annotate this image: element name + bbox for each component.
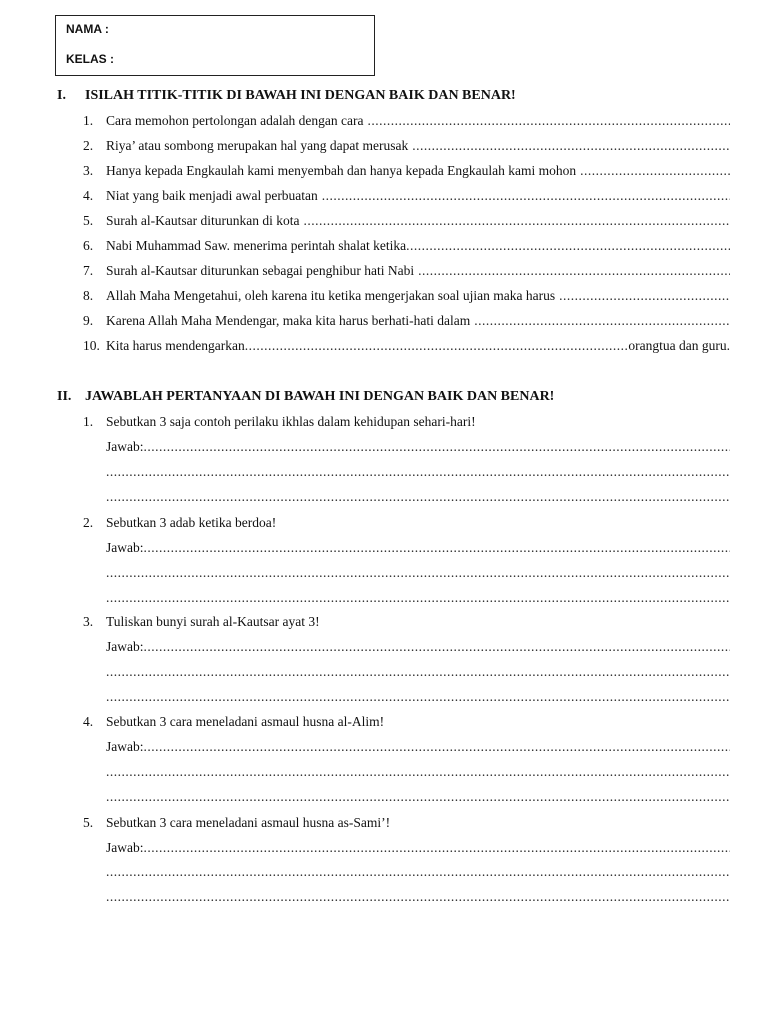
section-1-numeral: I. [57, 88, 66, 103]
answer-blank[interactable] [580, 163, 730, 179]
item-text: Surah al-Kautsar diturunkan sebagai penghibur hati Nabi [106, 263, 415, 278]
item-number: 9. [83, 313, 94, 328]
item-text: Tuliskan bunyi surah al-Kautsar ayat 3! [106, 614, 320, 629]
kelas-label: KELAS : [66, 52, 114, 66]
essay-question-4 [83, 714, 730, 732]
item-number: 6. [83, 238, 94, 253]
answer-line[interactable] [106, 664, 730, 682]
item-number: 10. [83, 338, 100, 353]
section-2-heading [57, 389, 554, 405]
answer-line[interactable] [106, 540, 730, 558]
answer-dots[interactable] [106, 565, 730, 581]
item-number: 4. [83, 714, 94, 729]
fill-item-10 [83, 338, 730, 356]
item-text: Niat yang baik menjadi awal perbuatan [106, 188, 318, 203]
item-text: Allah Maha Mengetahui, oleh karena itu ketika mengerjakan soal ujian maka harus [106, 288, 556, 303]
item-number: 4. [83, 188, 94, 203]
item-text: Cara memohon pertolongan adalah dengan cara [106, 113, 364, 128]
item-text: Sebutkan 3 adab ketika berdoa! [106, 515, 277, 530]
answer-label: Jawab: [106, 540, 144, 555]
fill-item-2 [83, 138, 730, 156]
student-identity-box [55, 15, 375, 76]
answer-blank[interactable] [303, 213, 730, 229]
nama-label: NAMA : [66, 22, 109, 36]
answer-dots[interactable] [144, 540, 731, 556]
answer-dots[interactable] [144, 739, 731, 755]
item-number: 3. [83, 163, 94, 178]
answer-line[interactable] [106, 489, 730, 507]
answer-blank[interactable] [245, 338, 629, 354]
item-text: Sebutkan 3 saja contoh perilaku ikhlas dalam kehidupan sehari-hari! [106, 414, 476, 429]
item-number: 2. [83, 138, 94, 153]
fill-item-5 [83, 213, 730, 231]
answer-dots[interactable] [106, 689, 730, 705]
section-2-numeral: II. [57, 389, 72, 404]
section-1-title: ISILAH TITIK-TITIK DI BAWAH INI DENGAN BAIK DAN BENAR! [85, 88, 516, 103]
answer-dots[interactable] [106, 590, 730, 606]
answer-label: Jawab: [106, 840, 144, 855]
essay-question-3 [83, 614, 730, 632]
item-text: Karena Allah Maha Mendengar, maka kita harus berhati-hati dalam [106, 313, 471, 328]
answer-dots[interactable] [106, 789, 730, 805]
answer-line[interactable] [106, 739, 730, 757]
item-number: 3. [83, 614, 94, 629]
answer-label: Jawab: [106, 639, 144, 654]
answer-dots[interactable] [144, 439, 731, 455]
item-text: Hanya kepada Engkaulah kami menyembah dan hanya kepada Engkaulah kami mohon [106, 163, 577, 178]
answer-line[interactable] [106, 689, 730, 707]
item-text: Nabi Muhammad Saw. menerima perintah shalat ketika [106, 238, 407, 253]
fill-item-1 [83, 113, 730, 131]
item-text: Surah al-Kautsar diturunkan di kota [106, 213, 300, 228]
answer-dots[interactable] [106, 664, 730, 680]
answer-dots[interactable] [144, 840, 731, 856]
answer-line[interactable] [106, 565, 730, 583]
fill-item-3 [83, 163, 730, 181]
essay-question-5 [83, 815, 730, 833]
answer-dots[interactable] [106, 764, 730, 780]
answer-label: Jawab: [106, 739, 144, 754]
answer-dots[interactable] [106, 489, 730, 505]
answer-blank[interactable] [412, 138, 730, 154]
answer-dots[interactable] [106, 864, 730, 880]
section-1-heading [57, 88, 516, 104]
item-number: 8. [83, 288, 94, 303]
fill-item-8 [83, 288, 730, 306]
item-number: 7. [83, 263, 94, 278]
answer-blank[interactable] [322, 188, 730, 204]
item-text-tail: orangtua dan guru. [628, 338, 730, 353]
answer-line[interactable] [106, 864, 730, 882]
answer-dots[interactable] [106, 889, 730, 905]
item-text: Sebutkan 3 cara meneladani asmaul husna as-Sami’! [106, 815, 391, 830]
section-2-title: JAWABLAH PERTANYAAN DI BAWAH INI DENGAN BAIK DAN BENAR! [85, 389, 555, 404]
item-number: 5. [83, 815, 94, 830]
essay-question-1 [83, 414, 730, 432]
answer-line[interactable] [106, 889, 730, 907]
answer-line[interactable] [106, 439, 730, 457]
answer-line[interactable] [106, 464, 730, 482]
item-number: 2. [83, 515, 94, 530]
answer-blank[interactable] [368, 113, 730, 129]
answer-line[interactable] [106, 789, 730, 807]
answer-dots[interactable] [106, 464, 730, 480]
answer-line[interactable] [106, 840, 730, 858]
answer-line[interactable] [106, 764, 730, 782]
essay-question-2 [83, 515, 730, 533]
item-number: 5. [83, 213, 94, 228]
answer-blank[interactable] [559, 288, 730, 304]
item-text: Riya’ atau sombong merupakan hal yang dapat merusak [106, 138, 409, 153]
answer-label: Jawab: [106, 439, 144, 454]
item-text: Sebutkan 3 cara meneladani asmaul husna al-Alim! [106, 714, 385, 729]
item-number: 1. [83, 414, 94, 429]
fill-item-4 [83, 188, 730, 206]
answer-line[interactable] [106, 639, 730, 657]
fill-item-7 [83, 263, 730, 281]
fill-item-6 [83, 238, 730, 256]
fill-item-9 [83, 313, 730, 331]
answer-line[interactable] [106, 590, 730, 608]
item-text: Kita harus mendengarkan [106, 338, 245, 353]
answer-dots[interactable] [144, 639, 731, 655]
answer-blank[interactable] [474, 313, 730, 329]
answer-blank[interactable] [406, 238, 730, 254]
answer-blank[interactable] [418, 263, 730, 279]
item-number: 1. [83, 113, 94, 128]
